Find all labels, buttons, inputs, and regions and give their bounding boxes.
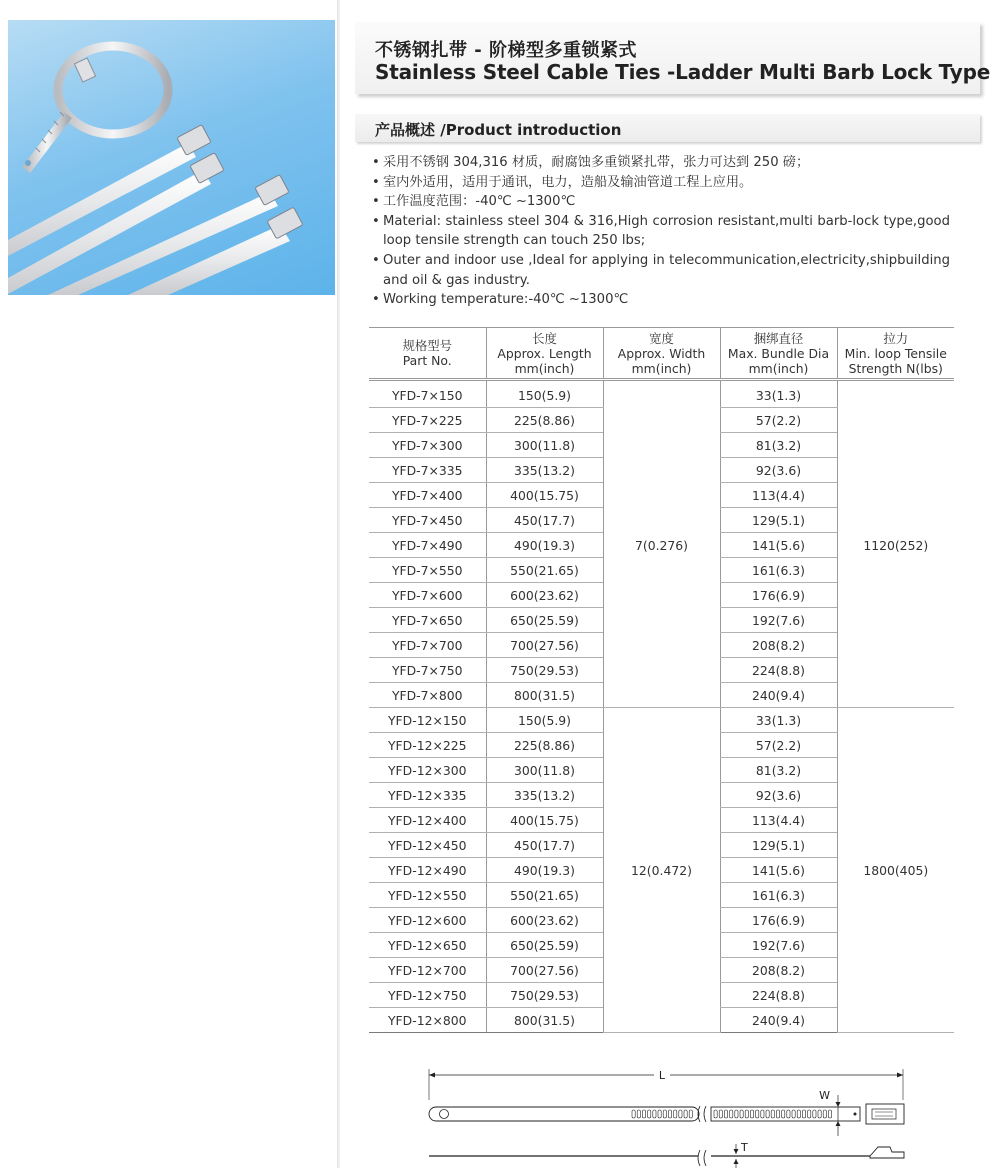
title-block (355, 22, 991, 94)
cell-bundle-dia: 176(6.9) (720, 583, 837, 608)
cell-length: 450(17.7) (486, 508, 603, 533)
cell-length: 150(5.9) (486, 380, 603, 408)
cell-bundle-dia: 192(7.6) (720, 933, 837, 958)
cell-bundle-dia: 57(2.2) (720, 733, 837, 758)
cell-bundle-dia: 176(6.9) (720, 908, 837, 933)
cell-part-no: YFD-12×490 (369, 858, 486, 883)
cell-length: 225(8.86) (486, 733, 603, 758)
cell-part-no: YFD-7×400 (369, 483, 486, 508)
cable-ties-illustration (8, 20, 335, 295)
spec-table-header (369, 328, 954, 380)
bullet-item: • 室内外适用，适用于通讯，电力，造船及输油管道工程上应用。 (372, 173, 950, 193)
cell-bundle-dia: 113(4.4) (720, 808, 837, 833)
cell-bundle-dia: 81(3.2) (720, 433, 837, 458)
cell-length: 400(15.75) (486, 483, 603, 508)
cell-width: 7(0.276) (603, 380, 720, 708)
cell-length: 650(25.59) (486, 608, 603, 633)
cell-length: 335(13.2) (486, 458, 603, 483)
section-heading: 产品概述 /Product introduction (375, 121, 622, 139)
cell-part-no: YFD-12×550 (369, 883, 486, 908)
cell-part-no: YFD-7×700 (369, 633, 486, 658)
left-panel (0, 0, 340, 1168)
header-width: 宽度 Approx. Width mm(inch) (603, 328, 720, 380)
cell-bundle-dia: 33(1.3) (720, 380, 837, 408)
cell-bundle-dia: 208(8.2) (720, 958, 837, 983)
cell-bundle-dia: 141(5.6) (720, 533, 837, 558)
section-heading-bar (355, 114, 980, 142)
header-tensile: 拉力 Min. loop Tensile Strength N(lbs) (837, 328, 954, 380)
cell-part-no: YFD-12×450 (369, 833, 486, 858)
cell-bundle-dia: 81(3.2) (720, 758, 837, 783)
cell-length: 150(5.9) (486, 708, 603, 733)
cell-part-no: YFD-12×300 (369, 758, 486, 783)
cell-bundle-dia: 129(5.1) (720, 508, 837, 533)
product-photo (8, 20, 335, 295)
cell-length: 700(27.56) (486, 633, 603, 658)
cell-length: 335(13.2) (486, 783, 603, 808)
cell-length: 550(21.65) (486, 558, 603, 583)
cell-part-no: YFD-7×300 (369, 433, 486, 458)
cell-part-no: YFD-12×600 (369, 908, 486, 933)
bullet-item: • 工作温度范围：-40℃ ~1300℃ (372, 192, 950, 212)
cell-length: 600(23.62) (486, 583, 603, 608)
cell-bundle-dia: 208(8.2) (720, 633, 837, 658)
tie-dimension-drawing (420, 1060, 920, 1168)
bullet-item: • Outer and indoor use ,Ideal for applying in telecommunication,electricity,shipbuilding and oil & gas industry. (372, 251, 950, 290)
cell-length: 550(21.65) (486, 883, 603, 908)
cell-bundle-dia: 192(7.6) (720, 608, 837, 633)
cell-length: 300(11.8) (486, 433, 603, 458)
header-length: 长度 Approx. Length mm(inch) (486, 328, 603, 380)
dimension-diagram (420, 1060, 920, 1168)
cell-length: 225(8.86) (486, 408, 603, 433)
bullet-item: • Material: stainless steel 304 & 316,High corrosion resistant,multi barb-lock type,good loop tensile strength can touch 250 lbs; (372, 212, 950, 251)
cell-part-no: YFD-12×400 (369, 808, 486, 833)
cell-bundle-dia: 161(6.3) (720, 883, 837, 908)
bullet-item: • Working temperature:-40℃ ~1300℃ (372, 290, 950, 310)
cell-length: 750(29.53) (486, 658, 603, 683)
cell-part-no: YFD-12×750 (369, 983, 486, 1008)
cell-part-no: YFD-7×650 (369, 608, 486, 633)
cell-bundle-dia: 57(2.2) (720, 408, 837, 433)
cell-part-no: YFD-7×600 (369, 583, 486, 608)
header-part-no: 规格型号 Part No. (369, 328, 486, 380)
cell-length: 700(27.56) (486, 958, 603, 983)
thickness-label: T (741, 1141, 748, 1154)
cell-part-no: YFD-7×225 (369, 408, 486, 433)
cell-part-no: YFD-12×800 (369, 1008, 486, 1033)
cell-bundle-dia: 92(3.6) (720, 783, 837, 808)
cell-length: 600(23.62) (486, 908, 603, 933)
cell-length: 400(15.75) (486, 808, 603, 833)
cell-bundle-dia: 240(9.4) (720, 1008, 837, 1033)
cell-part-no: YFD-7×335 (369, 458, 486, 483)
cell-part-no: YFD-12×225 (369, 733, 486, 758)
cell-bundle-dia: 129(5.1) (720, 833, 837, 858)
spec-table-body (369, 380, 954, 1033)
cell-length: 490(19.3) (486, 533, 603, 558)
cell-length: 800(31.5) (486, 1008, 603, 1033)
bullet-item: • 采用不锈钢 304,316 材质，耐腐蚀多重锁紧扎带，张力可达到 250 磅； (372, 153, 950, 173)
cell-tensile: 1120(252) (837, 380, 954, 708)
cell-part-no: YFD-7×800 (369, 683, 486, 708)
product-intro-list (372, 153, 950, 310)
cell-bundle-dia: 141(5.6) (720, 858, 837, 883)
cell-part-no: YFD-7×150 (369, 380, 486, 408)
spec-table (369, 327, 954, 1033)
width-label: W (819, 1089, 830, 1102)
cell-part-no: YFD-7×450 (369, 508, 486, 533)
cell-bundle-dia: 113(4.4) (720, 483, 837, 508)
cell-length: 800(31.5) (486, 683, 603, 708)
cell-part-no: YFD-12×335 (369, 783, 486, 808)
cell-bundle-dia: 224(8.8) (720, 658, 837, 683)
cell-part-no: YFD-12×150 (369, 708, 486, 733)
cell-width: 12(0.472) (603, 708, 720, 1033)
cell-tensile: 1800(405) (837, 708, 954, 1033)
cell-bundle-dia: 240(9.4) (720, 683, 837, 708)
cell-part-no: YFD-7×490 (369, 533, 486, 558)
cell-bundle-dia: 92(3.6) (720, 458, 837, 483)
cell-bundle-dia: 33(1.3) (720, 708, 837, 733)
table-row (369, 708, 954, 733)
cell-length: 490(19.3) (486, 858, 603, 883)
length-label: L (658, 1069, 666, 1082)
title-chinese: 不锈钢扎带 - 阶梯型多重锁紧式 (375, 40, 638, 61)
cell-bundle-dia: 224(8.8) (720, 983, 837, 1008)
table-row (369, 380, 954, 408)
cell-part-no: YFD-12×650 (369, 933, 486, 958)
header-bundle-dia: 捆绑直径 Max. Bundle Dia mm(inch) (720, 328, 837, 380)
cell-length: 750(29.53) (486, 983, 603, 1008)
cell-part-no: YFD-7×750 (369, 658, 486, 683)
cell-part-no: YFD-12×700 (369, 958, 486, 983)
cell-part-no: YFD-7×550 (369, 558, 486, 583)
title-english: Stainless Steel Cable Ties -Ladder Multi Barb Lock Type (375, 60, 991, 84)
cell-length: 450(17.7) (486, 833, 603, 858)
cell-length: 300(11.8) (486, 758, 603, 783)
cell-bundle-dia: 161(6.3) (720, 558, 837, 583)
cell-length: 650(25.59) (486, 933, 603, 958)
